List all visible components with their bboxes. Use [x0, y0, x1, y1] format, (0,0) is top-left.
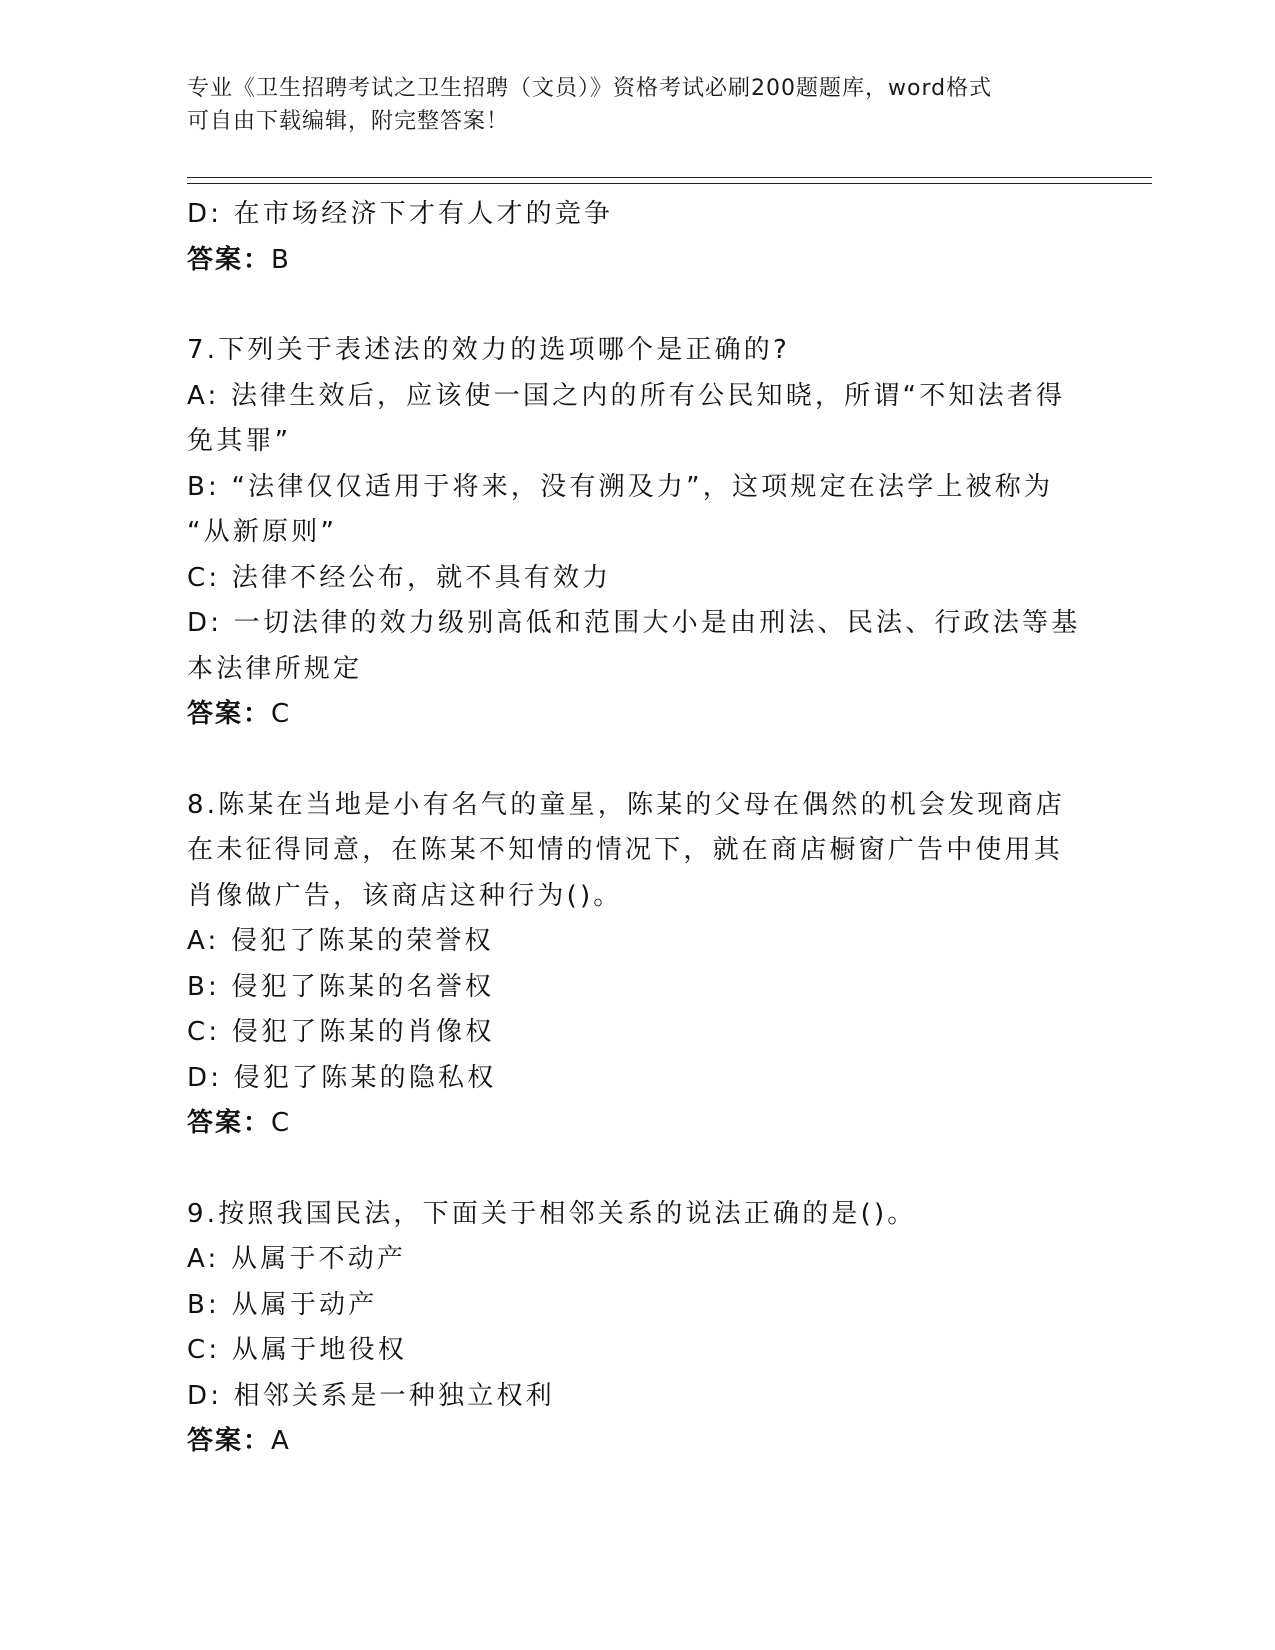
- header-line-2: 可自由下载编辑，附完整答案！: [187, 109, 510, 134]
- option-a: A: 从属于不动产: [187, 1244, 407, 1274]
- question-8: [187, 783, 1087, 1147]
- option-a-continued: 免其罪”: [187, 426, 292, 456]
- option-d-continued: 本法律所规定: [187, 653, 363, 684]
- answer-label: 答案：: [187, 1108, 272, 1138]
- document-body: [187, 192, 1087, 1465]
- option-c: C: 法律不经公布，就不具有效力: [187, 562, 612, 593]
- option-d: D: 侵犯了陈某的隐私权: [187, 1062, 497, 1093]
- option-a: A: 法律生效后，应该使一国之内的所有公民知晓，所谓“不知法者得: [187, 380, 1066, 411]
- answer-line: [187, 1419, 1087, 1465]
- answer-label: 答案：: [187, 244, 272, 275]
- question-7: [187, 328, 1087, 738]
- answer-value: A: [271, 1426, 290, 1456]
- question-9: [187, 1192, 1087, 1465]
- answer-value: C: [271, 699, 291, 729]
- option-b-continued: “从新原则”: [187, 517, 338, 547]
- answer-line: [187, 692, 1087, 738]
- header-rule-bottom: [187, 183, 1152, 184]
- previous-question-fragment: [187, 192, 1087, 283]
- answer-label: 答案：: [187, 1426, 272, 1456]
- option-a: A: 侵犯了陈某的荣誉权: [187, 926, 494, 956]
- header-line-1: 专业《卫生招聘考试之卫生招聘（文员）》资格考试必刷200题题库，word格式: [187, 76, 993, 101]
- document-header: [187, 72, 1067, 138]
- option-b: B: “法律仅仅适用于将来，没有溯及力”，这项规定在法学上被称为: [187, 471, 1054, 502]
- question-stem: 9.按照我国民法，下面关于相邻关系的说法正确的是()。: [187, 1198, 917, 1229]
- option-d: D: 相邻关系是一种独立权利: [187, 1380, 555, 1411]
- option-d: D: 一切法律的效力级别高低和范围大小是由刑法、民法、行政法等基: [187, 608, 1081, 638]
- question-stem-continued: 肖像做广告，该商店这种行为()。: [187, 880, 623, 911]
- answer-line: [187, 1101, 1087, 1147]
- option-b: B: 从属于动产: [187, 1289, 378, 1320]
- answer-value: B: [271, 244, 290, 275]
- option-b: B: 侵犯了陈某的名誉权: [187, 971, 495, 1002]
- header-rule-top: [187, 177, 1152, 178]
- option-c: C: 从属于地役权: [187, 1335, 407, 1365]
- answer-label: 答案：: [187, 699, 272, 729]
- question-stem: 8.陈某在当地是小有名气的童星，陈某的父母在偶然的机会发现商店: [187, 789, 1066, 820]
- answer-line: [187, 238, 1087, 284]
- question-stem: 7.下列关于表述法的效力的选项哪个是正确的?: [187, 335, 791, 365]
- answer-value: C: [271, 1108, 291, 1138]
- option-c: C: 侵犯了陈某的肖像权: [187, 1017, 495, 1047]
- question-stem-continued: 在未征得同意，在陈某不知情的情况下，就在商店橱窗广告中使用其: [187, 835, 1064, 865]
- option-d: D: 在市场经济下才有人才的竞争: [187, 199, 614, 229]
